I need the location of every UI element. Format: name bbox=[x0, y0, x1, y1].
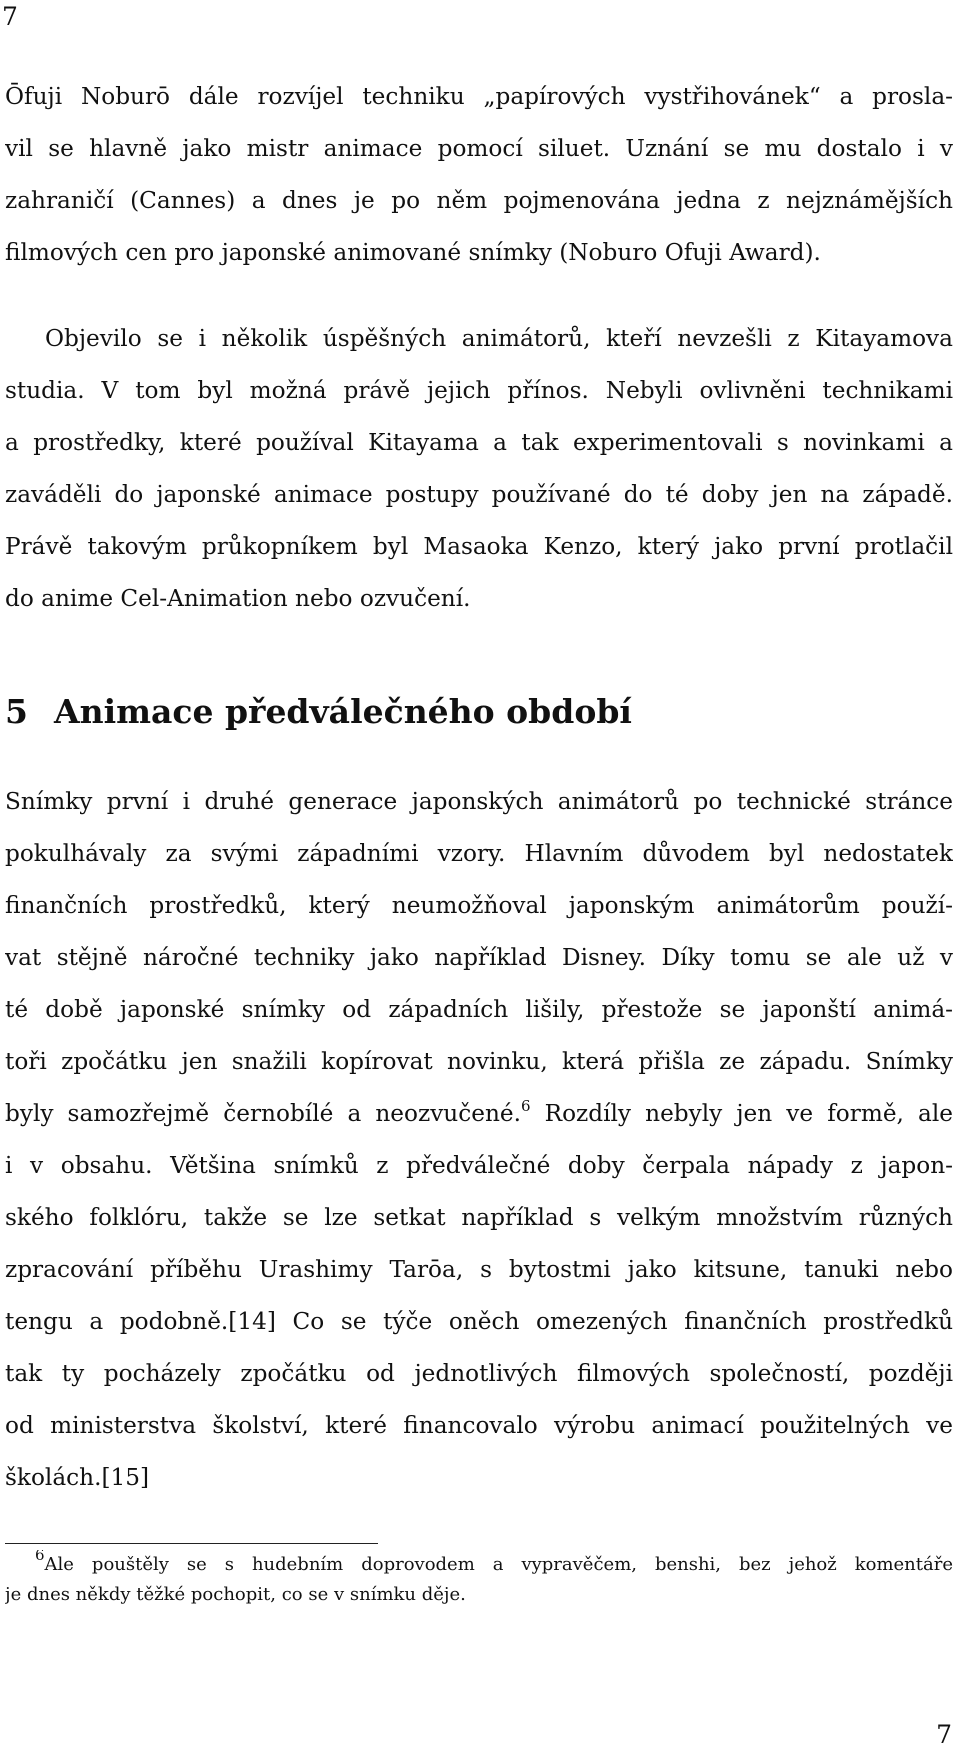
paragraph-line: i v obsahu. Většina snímků z předválečné doby čerpala nápady z japon- bbox=[5, 1152, 953, 1179]
paragraph-line: tak ty pocházely zpočátku od jednotlivých filmových společností, později bbox=[5, 1360, 953, 1387]
line-end: Rozdíly nebyly jen ve formě, ale bbox=[544, 1100, 953, 1127]
page-number-top: 7 bbox=[2, 2, 18, 31]
paragraph-line: a prostředky, které používal Kitayama a tak experimentovali s novinkami a bbox=[5, 429, 953, 456]
paragraph-line: Objevilo se i několik úspěšných animátorů, kteří nevzešli z Kitayamova bbox=[45, 325, 953, 352]
paragraph-line: studia. V tom byl možná právě jejich přínos. Nebyli ovlivněni technikami bbox=[5, 377, 953, 404]
paragraph-line: ského folklóru, takže se lze setkat například s velkým množstvím různých bbox=[5, 1204, 953, 1231]
section-number: 5 bbox=[5, 692, 28, 731]
paragraph-line: Ōfuji Noburō dále rozvíjel techniku „papírových vystřihovánek“ a prosla- bbox=[5, 83, 953, 110]
paragraph-line: filmových cen pro japonské animované snímky (Noburo Ofuji Award). bbox=[5, 239, 821, 266]
paragraph-line: Snímky první i druhé generace japonských animátorů po technické stránce bbox=[5, 788, 953, 815]
paragraph-line: vat stějně náročné techniky jako například Disney. Díky tomu se ale už v bbox=[5, 944, 953, 971]
paragraph-line: toři zpočátku jen snažili kopírovat novinku, která přišla ze západu. Snímky bbox=[5, 1048, 953, 1075]
footnote-marker: 6 bbox=[35, 1550, 45, 1564]
paragraph-2 bbox=[5, 313, 953, 625]
paragraph-line: tengu a podobně.[14] Co se týče oněch omezených finančních prostředků bbox=[5, 1308, 953, 1335]
footnote bbox=[5, 1550, 953, 1610]
paragraph-line: zpracování příběhu Urashimy Tarōa, s bytostmi jako kitsune, tanuki nebo bbox=[5, 1256, 953, 1283]
paragraph-line: té době japonské snímky od západních lišily, přestože se japonští animá- bbox=[5, 996, 953, 1023]
footnote-ref[interactable]: 6 bbox=[520, 1097, 531, 1115]
footnote-line: je dnes někdy těžké pochopit, co se v snímku děje. bbox=[5, 1584, 466, 1605]
paragraph-line: zaváděli do japonské animace postupy používané do té doby jen na západě. bbox=[5, 481, 953, 508]
section-title: Animace předválečného období bbox=[53, 692, 632, 731]
footnote-line bbox=[5, 1550, 953, 1580]
paragraph-line: zahraničí (Cannes) a dnes je po něm pojmenována jedna z nejznámějších bbox=[5, 187, 953, 214]
paragraph-line: vil se hlavně jako mistr animace pomocí siluet. Uznání se mu dostalo i v bbox=[5, 135, 953, 162]
page-number-bottom: 7 bbox=[936, 1720, 952, 1749]
line-start: byly samozřejmě černobílé a neozvučené. bbox=[5, 1100, 521, 1127]
paragraph-line: pokulhávaly za svými západními vzory. Hlavním důvodem byl nedostatek bbox=[5, 840, 953, 867]
paragraph-line: do anime Cel-Animation nebo ozvučení. bbox=[5, 585, 471, 612]
paragraph-line: finančních prostředků, který neumožňoval japonským animátorům použí- bbox=[5, 892, 953, 919]
footnote-text: Ale pouštěly se s hudebním doprovodem a vypravěčem, benshi, bez jehož komentáře bbox=[44, 1554, 953, 1575]
paragraph-line: Právě takovým průkopníkem byl Masaoka Kenzo, který jako první protlačil bbox=[5, 533, 953, 560]
footnote-rule bbox=[5, 1543, 378, 1544]
paragraph-3 bbox=[5, 776, 953, 1504]
paragraph-1 bbox=[5, 71, 953, 279]
paragraph-line: školách.[15] bbox=[5, 1464, 150, 1491]
paragraph-line: od ministerstva školství, které financovalo výrobu animací použitelných ve bbox=[5, 1412, 953, 1439]
paragraph-line-with-footnote bbox=[5, 1088, 953, 1140]
section-heading bbox=[5, 690, 632, 734]
